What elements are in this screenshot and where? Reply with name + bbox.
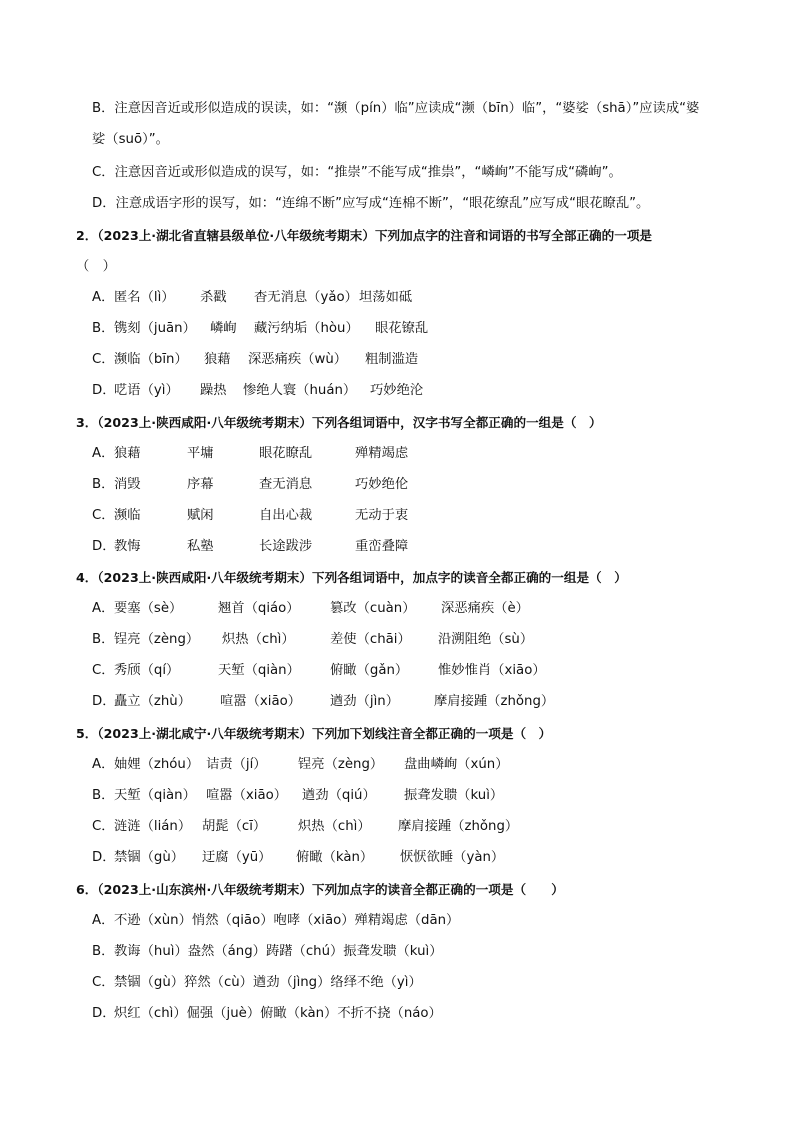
option-cell: 杀戳 <box>200 290 227 305</box>
option-label: A． <box>92 913 115 928</box>
option-cell: 喧嚣（xiāo） <box>206 788 288 803</box>
question-6-option-d[interactable] <box>92 1004 114 1024</box>
option-cell: 矗立（zhù） <box>114 694 192 709</box>
option-cell: 殚精竭虑 <box>355 446 409 461</box>
option-cell: 眼花镣乱 <box>375 321 429 336</box>
option-cell: 狼藉 <box>204 352 231 367</box>
option-label: C． <box>92 663 115 678</box>
option-cell: 遒劲（jìn） <box>330 694 400 709</box>
option-cell: 胡髭（cī） <box>202 819 267 834</box>
question-6-option-c[interactable] <box>92 973 114 993</box>
option-cell: 镌刻（juān） <box>114 321 196 336</box>
option-cell: 躁热 <box>200 383 227 398</box>
option-cell: 眼花瞭乱 <box>259 446 313 461</box>
question-4-option-b[interactable] <box>92 630 114 650</box>
option-cell: 要塞（sè） <box>114 601 183 616</box>
option-label: B． <box>92 477 115 492</box>
option-cell: 巧妙绝伦 <box>355 477 409 492</box>
option-cell: 狼藉 <box>114 446 141 461</box>
question-2-option-b[interactable] <box>92 319 114 339</box>
question-6-option-a[interactable] <box>92 911 114 931</box>
option-cell: 不逊（xùn）悄然（qiāo）咆哮（xiāo）殚精竭虑（dān） <box>114 913 460 928</box>
option-cell: 深恶痛疾（è） <box>441 601 529 616</box>
option-cell: 禁锢（gù）猝然（cù）遒劲（jìng）络绎不绝（yì） <box>114 975 422 990</box>
option-cell: 濒临（bīn） <box>114 352 188 367</box>
question-text: （2023上·陕西咸阳·八年级统考期末）下列各组词语中，汉字书写全都正确的一组是（ ） <box>97 415 602 430</box>
option-cell: 惟妙惟肖（xiāo） <box>438 663 546 678</box>
option-cell: 教诲（huì）盎然（áng）踌躇（chú）振聋发聩（kuì） <box>114 944 443 959</box>
question-text: （2023上·湖北咸宁·八年级统考期末）下列加下划线注音全都正确的一项是（ ） <box>97 726 552 741</box>
option-label: A． <box>92 290 115 305</box>
question-5-option-d[interactable] <box>92 848 114 868</box>
option-cell: 俯瞰（kàn） <box>296 850 374 865</box>
note-b-line2: 娑（suō）”。 <box>92 132 169 147</box>
option-label: D． <box>92 1006 116 1021</box>
question-3-option-a[interactable] <box>92 444 114 464</box>
option-cell: 摩肩接踵（zhǒng） <box>434 694 555 709</box>
option-cell: 差使（chāi） <box>330 632 411 647</box>
option-cell: 私塾 <box>187 539 214 554</box>
option-cell: 遒劲（qiú） <box>302 788 376 803</box>
question-2-stem <box>76 226 652 246</box>
option-cell: 炽热（chì） <box>298 819 371 834</box>
note-d-line: D．注意成语字形的误写，如：“连绵不断”应写成“连棉不断”，“眼花缭乱”应写成“眼花瞭乱”。 <box>92 196 650 211</box>
question-number: 4． <box>76 570 98 585</box>
option-cell: 天堑（qiàn） <box>114 788 196 803</box>
option-cell: 重峦叠障 <box>355 539 409 554</box>
option-cell: 秀颀（qí） <box>114 663 180 678</box>
question-5-stem <box>76 724 551 744</box>
option-cell: 匿名（lì） <box>114 290 175 305</box>
option-cell: 无动于衷 <box>355 508 409 523</box>
question-text: （2023上·山东滨州·八年级统考期末）下列加点字的读音全都正确的一项是（ ） <box>97 882 564 897</box>
option-cell: 惨绝人寰（huán） <box>243 383 357 398</box>
option-cell: 消毁 <box>114 477 141 492</box>
option-cell: 嶙峋 <box>210 321 237 336</box>
option-cell: 呓语（yì） <box>114 383 179 398</box>
option-cell: 长途跋涉 <box>259 539 313 554</box>
option-label: C． <box>92 975 115 990</box>
option-cell: 诘责（jí） <box>206 757 267 772</box>
option-cell: 坦荡如砥 <box>359 290 413 305</box>
option-cell: 涟涟（lián） <box>114 819 192 834</box>
option-label: C． <box>92 508 115 523</box>
option-cell: 篡改（cuàn） <box>330 601 416 616</box>
question-4-option-d[interactable] <box>92 692 114 712</box>
question-6-option-b[interactable] <box>92 942 114 962</box>
option-cell: 炽热（chì） <box>222 632 295 647</box>
question-5-option-c[interactable] <box>92 817 114 837</box>
option-label: D． <box>92 850 116 865</box>
question-3-option-c[interactable] <box>92 506 114 526</box>
option-label: B． <box>92 321 115 336</box>
option-cell: 查无消息 <box>259 477 313 492</box>
option-label: D． <box>92 539 116 554</box>
question-4-option-a[interactable] <box>92 599 114 619</box>
question-4-option-c[interactable] <box>92 661 114 681</box>
option-cell: 藏污纳垢（hòu） <box>254 321 359 336</box>
option-cell: 锃亮（zèng） <box>114 632 200 647</box>
option-label: B． <box>92 944 115 959</box>
option-cell: 自出心裁 <box>259 508 313 523</box>
note-c-line: C．注意因音近或形似造成的误写，如：“推崇”不能写成“推祟”，“嶙峋”不能写成“磷峋”。 <box>92 165 622 180</box>
question-5-option-b[interactable] <box>92 786 114 806</box>
option-label: A． <box>92 757 115 772</box>
option-label: B． <box>92 632 115 647</box>
option-cell: 妯娌（zhóu） <box>114 757 200 772</box>
option-cell: 巧妙绝沦 <box>370 383 424 398</box>
question-3-option-b[interactable] <box>92 475 114 495</box>
option-cell: 深恶痛疾（wù） <box>248 352 348 367</box>
question-3-option-d[interactable] <box>92 537 114 557</box>
question-text: （2023上·陕西咸阳·八年级统考期末）下列各组词语中，加点字的读音全都正确的一组是（ ） <box>97 570 627 585</box>
option-cell: 赋闲 <box>187 508 214 523</box>
option-cell: 天堑（qiàn） <box>218 663 300 678</box>
option-cell: 盘曲嶙峋（xún） <box>404 757 509 772</box>
note-b-line1: B．注意因音近或形似造成的误读，如：“濒（pín）临”应读成“濒（bīn）临”，“婆娑（shā）”应读成“婆 <box>92 101 700 116</box>
question-3-stem <box>76 413 602 433</box>
option-cell: 沿溯阻绝（sù） <box>438 632 534 647</box>
option-label: A． <box>92 446 115 461</box>
question-2-option-d[interactable] <box>92 381 114 401</box>
question-5-option-a[interactable] <box>92 755 114 775</box>
option-cell: 濒临 <box>114 508 141 523</box>
option-cell: 序幕 <box>187 477 214 492</box>
question-number: 6． <box>76 882 98 897</box>
option-cell: 锃亮（zèng） <box>298 757 384 772</box>
option-cell: 粗制滥造 <box>365 352 419 367</box>
option-label: D． <box>92 694 116 709</box>
question-text: （2023上·湖北省直辖县级单位·八年级统考期末）下列加点字的注音和词语的书写全部正确的一项是 <box>97 228 653 243</box>
option-cell: 振聋发聩（kuì） <box>404 788 504 803</box>
question-4-stem <box>76 568 627 588</box>
option-cell: 炽红（chì）倔强（juè）俯瞰（kàn）不折不挠（náo） <box>114 1006 442 1021</box>
option-cell: 平墉 <box>187 446 214 461</box>
option-cell: 摩肩接踵（zhǒng） <box>398 819 519 834</box>
question-2-option-a[interactable] <box>92 288 114 308</box>
option-label: D． <box>92 383 116 398</box>
option-cell: 教悔 <box>114 539 141 554</box>
option-label: A． <box>92 601 115 616</box>
question-2-stem-blank: （ ） <box>76 259 116 274</box>
option-cell: 恹恹欲睡（yàn） <box>400 850 505 865</box>
question-number: 3． <box>76 415 98 430</box>
option-label: B． <box>92 788 115 803</box>
option-cell: 喧嚣（xiāo） <box>220 694 302 709</box>
question-number: 5． <box>76 726 98 741</box>
question-number: 2． <box>76 228 98 243</box>
option-cell: 翘首（qiáo） <box>218 601 300 616</box>
option-cell: 迂腐（yū） <box>202 850 272 865</box>
option-cell: 杳无消息（yǎo） <box>254 290 358 305</box>
question-2-option-c[interactable] <box>92 350 114 370</box>
question-6-stem <box>76 880 564 900</box>
option-cell: 禁锢（gù） <box>114 850 185 865</box>
option-label: C． <box>92 352 115 367</box>
option-cell: 俯瞰（gǎn） <box>330 663 409 678</box>
option-label: C． <box>92 819 115 834</box>
